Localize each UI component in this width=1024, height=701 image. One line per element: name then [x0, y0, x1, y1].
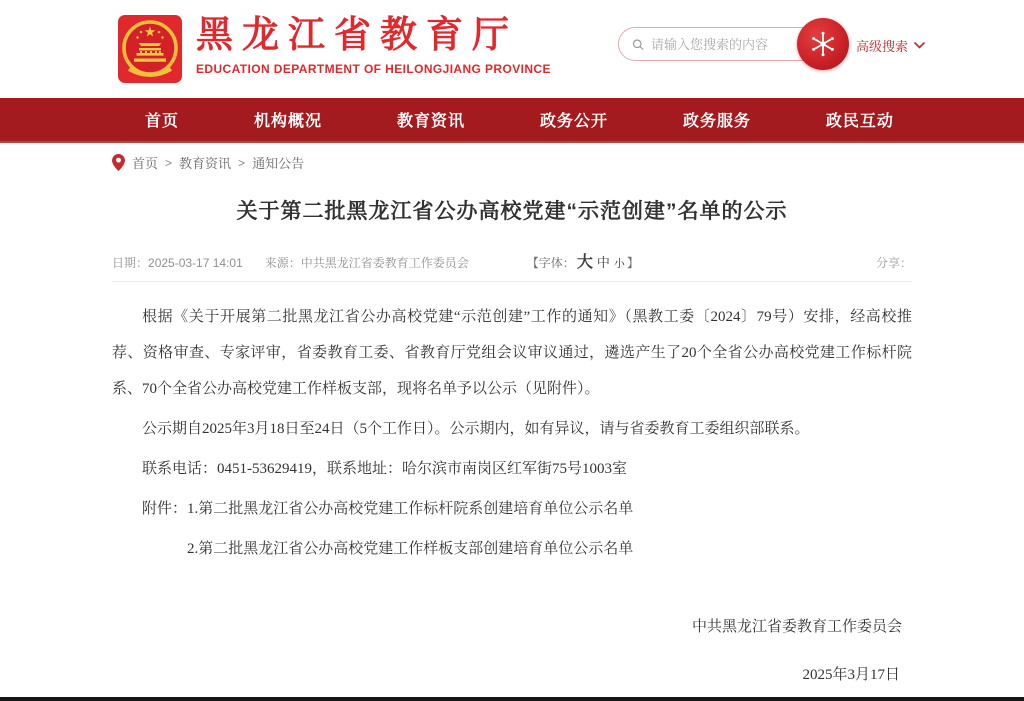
date-label: 日期：	[112, 256, 149, 270]
site-title-english: EDUCATION DEPARTMENT OF HEILONGJIANG PROVINCE	[196, 61, 551, 76]
meta-divider	[112, 281, 912, 282]
paragraph-attachment-2: 2.第二批黑龙江省公办高校党建工作样板支部创建培育单位公示名单	[187, 541, 634, 557]
article-sign-date: 2025年3月17日	[802, 667, 900, 683]
breadcrumb-education-news[interactable]: 教育资讯	[179, 156, 232, 171]
chevron-down-icon	[914, 42, 925, 49]
advanced-search-link[interactable]	[856, 36, 925, 55]
paragraph-contact: 联系电话：0451-53629419，联系地址：哈尔滨市南岗区红军街75号1003室	[142, 461, 627, 477]
breadcrumb-home[interactable]: 首页	[132, 156, 159, 171]
font-size-large-button[interactable]: 大	[576, 254, 593, 271]
national-emblem-icon	[118, 10, 182, 88]
font-size-controls	[527, 249, 639, 272]
national-emblem-logo	[118, 10, 182, 88]
nav-item-organization[interactable]: 机构概况	[253, 113, 322, 130]
source-value: 中共黑龙江省委教育工作委员会	[300, 256, 469, 270]
paragraph: 根据《关于开展第二批黑龙江省公办高校党建“示范创建”工作的通知》（黑教工委〔2024〕79号）安排，经高校推荐、资格审查、专家评审，省委教育工委、省教育厅党组会议审议通过，遴选产生了20个全省公办高校党建工作标杆院系、70个全省公办高校党建工作样板支部，现将名单予以公示（见附件）。	[112, 309, 912, 397]
advanced-search-label: 高级搜索	[856, 39, 909, 54]
breadcrumb-separator: >	[165, 155, 173, 170]
article	[112, 180, 912, 684]
nav-item-gov-services[interactable]: 政务服务	[682, 113, 751, 130]
share-label: 分享：	[875, 256, 912, 270]
search-icon	[632, 37, 644, 52]
nav-item-home[interactable]: 首页	[145, 113, 180, 130]
source-label: 来源：	[264, 256, 301, 270]
breadcrumb-notices[interactable]: 通知公告	[252, 156, 305, 171]
breadcrumb	[112, 153, 304, 172]
location-pin-icon	[112, 154, 125, 171]
breadcrumb-separator: >	[238, 155, 246, 170]
search-input[interactable]	[651, 37, 791, 52]
article-signature: 中共黑龙江省委教育工作委员会	[691, 619, 902, 635]
site-header	[0, 0, 1024, 98]
nav-item-gov-disclosure[interactable]: 政务公开	[539, 113, 608, 130]
article-title: 关于第二批黑龙江省公办高校党建“示范创建”名单的公示	[236, 200, 788, 223]
snowflake-icon	[808, 29, 838, 59]
date-value: 2025-03-17 14:01	[148, 256, 243, 270]
font-size-medium-button[interactable]: 中	[596, 255, 610, 270]
site-branding	[196, 15, 551, 76]
main-nav	[0, 98, 1024, 143]
article-date	[112, 254, 243, 271]
article-source	[265, 254, 469, 271]
bottom-edge-bar	[0, 697, 1024, 701]
nav-item-education-news[interactable]: 教育资讯	[396, 113, 465, 130]
font-controls-prefix: 【字体：	[526, 256, 575, 270]
font-size-small-button[interactable]: 小	[613, 258, 625, 270]
nav-item-public-interaction[interactable]: 政民互动	[825, 113, 894, 130]
article-body	[112, 299, 912, 567]
paragraph: 公示期自2025年3月18日至24日（5个工作日）。公示期内，如有异议，请与省委教育工委组织部联系。	[142, 421, 810, 437]
article-meta	[112, 249, 912, 272]
font-controls-suffix: 】	[626, 256, 639, 270]
search-submit-button[interactable]	[797, 18, 849, 70]
site-title: 黑龙江省教育厅	[196, 14, 518, 55]
paragraph-attachment-1: 附件：1.第二批黑龙江省公办高校党建工作标杆院系创建培育单位公示名单	[142, 501, 634, 517]
